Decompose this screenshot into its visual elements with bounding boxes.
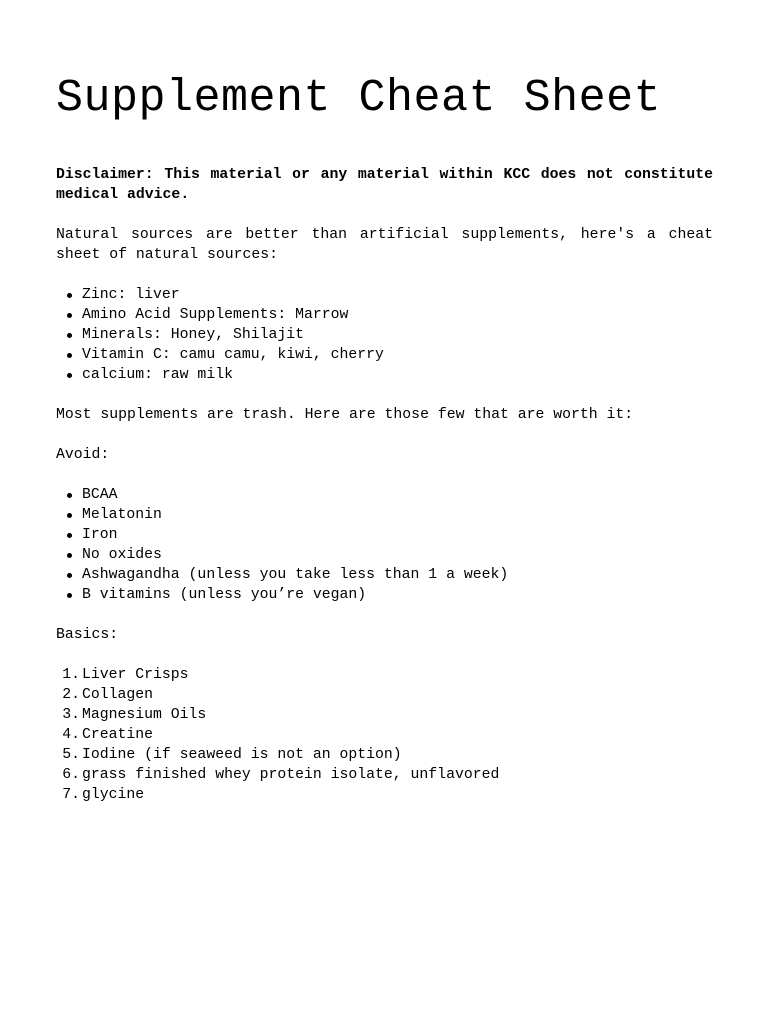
list-item: Zinc: liver	[56, 285, 713, 305]
list-item-text: Iodine (if seaweed is not an option)	[82, 747, 402, 763]
list-number: 3.	[62, 707, 80, 723]
natural-sources-list	[56, 285, 713, 385]
list-item: Vitamin C: camu camu, kiwi, cherry	[56, 345, 713, 365]
disclaimer-text: Disclaimer: This material or any material within KCC does not constitute medical advice.	[56, 167, 713, 203]
list-item	[56, 685, 713, 705]
avoid-heading: Avoid:	[56, 447, 110, 463]
list-item: Ashwagandha (unless you take less than 1 a week)	[56, 565, 713, 585]
list-number: 7.	[62, 787, 80, 803]
basics-heading: Basics:	[56, 627, 119, 643]
list-item: Melatonin	[56, 505, 713, 525]
list-item: BCAA	[56, 485, 713, 505]
list-item: Iron	[56, 525, 713, 545]
basics-list	[56, 665, 713, 805]
intro-text: Natural sources are better than artificial supplements, here's a cheat sheet of natural sources:	[56, 227, 713, 263]
list-number: 5.	[62, 747, 80, 763]
list-item-text: grass finished whey protein isolate, unflavored	[82, 767, 500, 783]
list-item-text: Magnesium Oils	[82, 707, 207, 723]
list-number: 2.	[62, 687, 80, 703]
list-item: Minerals: Honey, Shilajit	[56, 325, 713, 345]
list-item	[56, 745, 713, 765]
list-item-text: Creatine	[82, 727, 154, 743]
list-item-text: Liver Crisps	[82, 667, 189, 683]
list-item: No oxides	[56, 545, 713, 565]
list-item	[56, 765, 713, 785]
worth-it-text: Most supplements are trash. Here are those few that are worth it:	[56, 407, 634, 423]
document-body	[56, 165, 713, 825]
list-item-text: Collagen	[82, 687, 154, 703]
list-item	[56, 725, 713, 745]
list-number: 4.	[62, 727, 80, 743]
avoid-list	[56, 485, 713, 605]
list-item: calcium: raw milk	[56, 365, 713, 385]
list-item: Amino Acid Supplements: Marrow	[56, 305, 713, 325]
list-item	[56, 665, 713, 685]
list-number: 6.	[62, 767, 80, 783]
list-item	[56, 705, 713, 725]
list-item	[56, 785, 713, 805]
list-item-text: glycine	[82, 787, 145, 803]
list-number: 1.	[62, 667, 80, 683]
page-title: Supplement Cheat Sheet	[56, 73, 662, 124]
list-item: B vitamins (unless you’re vegan)	[56, 585, 713, 605]
